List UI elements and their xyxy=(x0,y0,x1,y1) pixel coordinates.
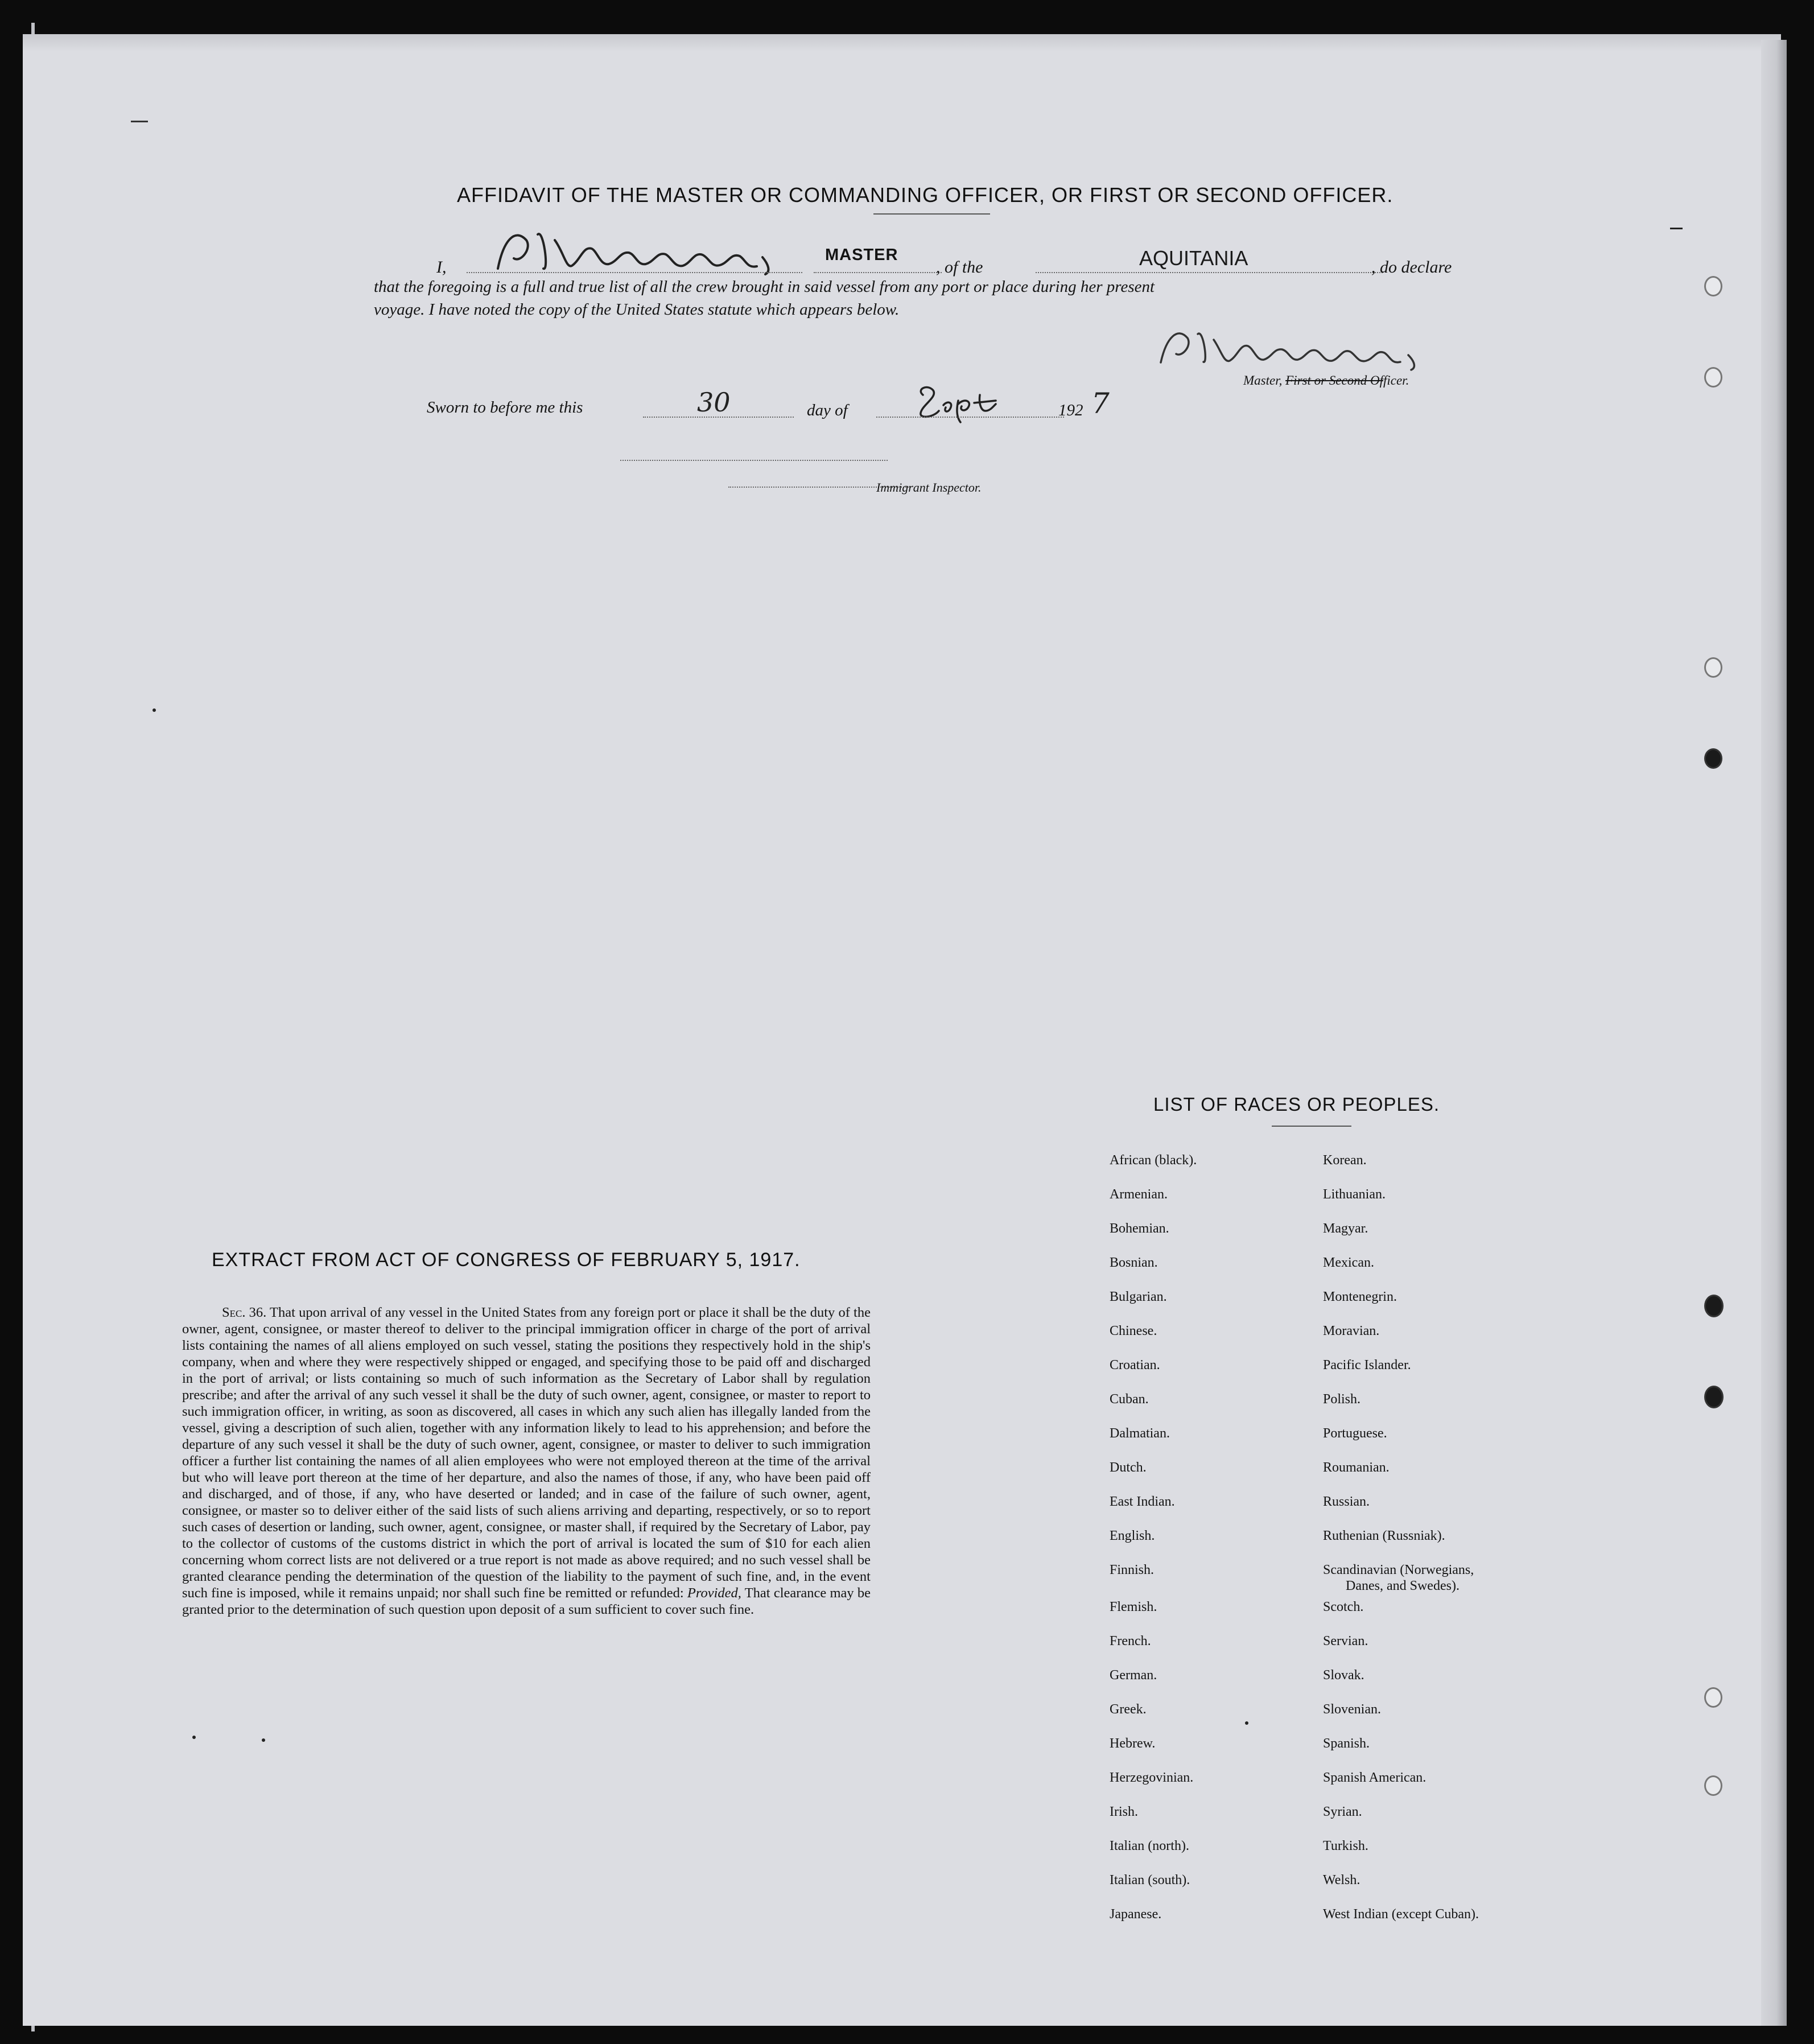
rank-line xyxy=(814,272,942,273)
year-prefix: 192 xyxy=(1058,401,1083,419)
race-item: Italian (south). xyxy=(1110,1873,1190,1888)
race-item: West Indian (except Cuban). xyxy=(1323,1907,1479,1922)
race-item: Polish. xyxy=(1323,1392,1361,1407)
race-item: Scotch. xyxy=(1323,1600,1364,1614)
master-signature-2 xyxy=(1152,320,1448,371)
race-item: Greek. xyxy=(1110,1702,1147,1717)
race-item: Syrian. xyxy=(1323,1804,1362,1819)
race-item: Spanish. xyxy=(1323,1736,1370,1751)
race-item: Finnish. xyxy=(1110,1563,1155,1577)
race-item: Portuguese. xyxy=(1323,1426,1387,1441)
race-item: Lithuanian. xyxy=(1323,1187,1386,1202)
race-item: Moravian. xyxy=(1323,1324,1380,1338)
extract-body xyxy=(182,1304,871,1618)
race-item: Armenian. xyxy=(1110,1187,1168,1202)
sworn-label: Sworn to before me this xyxy=(427,398,583,417)
year-digit: 7 xyxy=(1091,387,1110,420)
extract-body-text: That upon arrival of any vessel in the United States from any foreign port or place it shall be the duty of the owner, agent, consignee, or master thereof to deliver to the principal immigration officer in charge of the port of arrival lists containing the names of all aliens employed on such vessel, stating the positions they respectively hold in the ship's company, when and where they were respectively shipped or engaged, and specifying those to be paid off and discharged in the port of arrival; or lists containing so much of such information as the Secretary of Labor shall by regulation prescribe; and after the arrival of any such vessel it shall be the duty of such owner, agent, consignee, or master to report to such immigration officer, in writing, as soon as discovered, all cases in which any such alien has illegally landed from the vessel, giving a description of such alien, together with any information likely to lead to his apprehension; and before the departure of any such vessel it shall be the duty of such owner, agent, consignee, or master to deliver to such immigration officer a further list containing the names of all alien employees who were not employed thereon at the time of the arrival but who will leave port thereon at the time of her departure, and also the names of those, if any, who have been paid off and discharged, and of those, if any, who have deserted or landed; and in case of the failure of such owner, agent, consignee, or master so to deliver either of the said lists of such aliens arriving and departing, respectively, or so to report such cases of desertion or landing, such owner, agent, consignee, or master shall, if required by the Secretary of Labor, pay to the collector of customs of the customs district in which the port of arrival is located the sum of $10 for each alien concerning whom correct lists are not delivered or a true report is not made as above required; and no such vessel shall be granted clearance pending the determination of the question of the liability to the payment of such fine, and, in the event such fine is imposed, while it remains unpaid; nor shall such fine be remitted or refunded: xyxy=(182,1305,871,1601)
affidavit-line-2: that the foregoing is a full and true list of all the crew brought in said vessel from any port or place during her present xyxy=(374,278,1155,296)
affidavit-line-3: voyage. I have noted the copy of the United States statute which appears below. xyxy=(374,300,900,319)
races-title: LIST OF RACES OR PEOPLES. xyxy=(1153,1094,1440,1115)
affidavit-title: AFFIDAVIT OF THE MASTER OR COMMANDING OFFICER, OR FIRST OR SECOND OFFICER. xyxy=(457,183,1394,207)
margin-mark xyxy=(131,121,148,122)
race-item: Russian. xyxy=(1323,1494,1370,1509)
race-item: Bosnian. xyxy=(1110,1255,1158,1270)
day-of-label: day of xyxy=(807,401,848,419)
race-item: Korean. xyxy=(1323,1153,1367,1168)
scan-speck xyxy=(192,1736,196,1739)
race-item: Pacific Islander. xyxy=(1323,1358,1411,1373)
race-item: Dutch. xyxy=(1110,1460,1147,1475)
affidavit-pronoun: I, xyxy=(436,258,447,277)
race-item: East Indian. xyxy=(1110,1494,1175,1509)
master-name-line xyxy=(467,272,802,273)
signature-caption xyxy=(1243,373,1409,388)
race-item: Ruthenian (Russniak). xyxy=(1323,1528,1445,1543)
punch-hole xyxy=(1704,1295,1724,1317)
punch-hole xyxy=(1704,657,1722,678)
page-edge-right xyxy=(1761,40,1787,2026)
race-item: German. xyxy=(1110,1668,1157,1683)
races-title-rule xyxy=(1272,1126,1351,1127)
signature-caption-prefix: Master, xyxy=(1243,373,1283,388)
race-item: Irish. xyxy=(1110,1804,1138,1819)
race-item: Japanese. xyxy=(1110,1907,1162,1922)
race-item: Servian. xyxy=(1323,1634,1368,1649)
signature-caption-suffix: ficer. xyxy=(1383,373,1409,388)
race-item: Mexican. xyxy=(1323,1255,1374,1270)
sworn-day-line xyxy=(643,417,794,418)
scan-speck xyxy=(1245,1721,1248,1725)
race-item: African (black). xyxy=(1110,1153,1197,1168)
race-item: Scandinavian (Norwegians, xyxy=(1323,1563,1474,1577)
race-item: Roumanian. xyxy=(1323,1460,1390,1475)
race-item: Croatian. xyxy=(1110,1358,1160,1373)
race-item: Turkish. xyxy=(1323,1839,1368,1853)
race-item: Hebrew. xyxy=(1110,1736,1156,1751)
master-signature xyxy=(487,217,794,280)
inspector-caption: Immigrant Inspector. xyxy=(876,480,982,494)
inspector-signature-line-1 xyxy=(620,460,888,461)
vessel-name: AQUITANIA xyxy=(1139,246,1248,270)
punch-hole xyxy=(1704,276,1722,296)
race-item: Welsh. xyxy=(1323,1873,1360,1888)
punch-hole xyxy=(1704,748,1722,769)
punch-hole xyxy=(1704,367,1722,388)
affidavit-title-rule xyxy=(873,213,990,215)
race-item: Magyar. xyxy=(1323,1221,1368,1236)
punch-hole xyxy=(1704,1386,1724,1408)
punch-hole xyxy=(1704,1687,1722,1708)
page-top-band xyxy=(23,34,1781,51)
race-item: Slovak. xyxy=(1323,1668,1364,1683)
extract-section-label: Sec. 36. xyxy=(222,1305,267,1320)
sworn-month-line xyxy=(876,417,1064,418)
punch-hole xyxy=(1704,1775,1722,1796)
master-stamp: MASTER xyxy=(825,246,898,264)
race-item: Dalmatian. xyxy=(1110,1426,1170,1441)
document-page xyxy=(23,34,1781,2026)
race-item: Bohemian. xyxy=(1110,1221,1169,1236)
race-item: Herzegovinian. xyxy=(1110,1770,1194,1785)
race-item: Spanish American. xyxy=(1323,1770,1427,1785)
scan-speck xyxy=(262,1738,265,1742)
race-item: Italian (north). xyxy=(1110,1839,1189,1853)
race-item: Cuban. xyxy=(1110,1392,1149,1407)
race-item-continuation: Danes, and Swedes). xyxy=(1346,1579,1460,1593)
race-item: Slovenian. xyxy=(1323,1702,1381,1717)
vessel-name-line xyxy=(1036,272,1383,273)
scan-speck xyxy=(152,708,156,712)
extract-title: EXTRACT FROM ACT OF CONGRESS OF FEBRUARY 5, 1917. xyxy=(212,1249,801,1271)
extract-body-text-end: That clearance may be granted prior to the determination of such question upon deposit of a sum sufficient to cover such fine. xyxy=(182,1585,871,1617)
race-item: Chinese. xyxy=(1110,1324,1157,1338)
race-item: Bulgarian. xyxy=(1110,1289,1167,1304)
of-the-label: , of the xyxy=(936,258,983,277)
do-declare-label: , do declare xyxy=(1371,258,1452,277)
race-item: English. xyxy=(1110,1528,1155,1543)
sworn-day: 30 xyxy=(697,387,731,418)
margin-mark xyxy=(1670,228,1683,229)
race-item: Flemish. xyxy=(1110,1600,1157,1614)
race-item: Montenegrin. xyxy=(1323,1289,1397,1304)
extract-provided-word: Provided, xyxy=(687,1585,741,1601)
signature-caption-struck: First or Second Of xyxy=(1285,373,1383,388)
race-item: French. xyxy=(1110,1634,1151,1649)
